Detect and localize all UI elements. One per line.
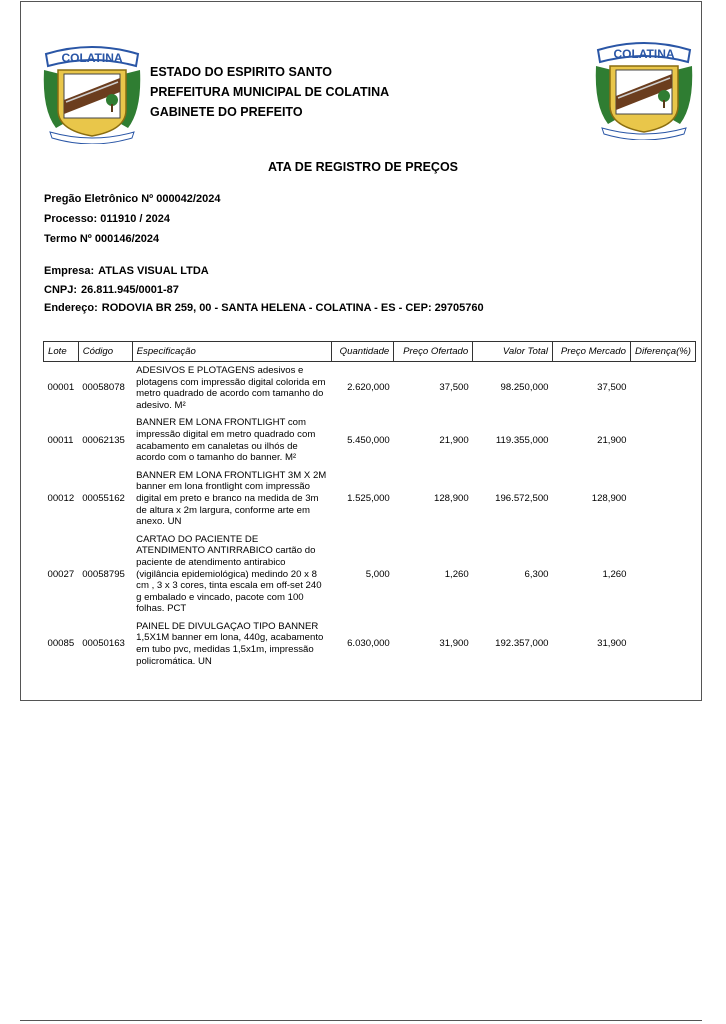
cell-codigo: 00058795 <box>82 568 125 580</box>
empresa-name: ATLAS VISUAL LTDA <box>98 265 209 277</box>
table-row <box>44 618 696 670</box>
cell-preco-ofertado: 1,260 <box>444 568 469 580</box>
org-gabinete: GABINETE DO PREFEITO <box>150 105 303 119</box>
cell-preco-mercado: 37,500 <box>597 382 627 394</box>
cell-especificacao: BANNER EM LONA FRONTLIGHT com impressão digital em metro quadrado com acabamento em canaletas ou ilhós de acordo com o tamanho do banner. M² <box>136 417 316 464</box>
cell-quantidade: 1.525,000 <box>347 492 390 504</box>
header-preco-ofertado: Preço Ofertado <box>394 342 473 362</box>
table-header-row <box>44 342 696 362</box>
cell-lote: 00085 <box>47 638 75 650</box>
cell-diferenca <box>630 362 695 415</box>
cell-codigo: 00058078 <box>82 382 125 394</box>
pregao-number: Pregão Eletrônico Nº 000042/2024 <box>44 193 221 205</box>
cell-valor-total: 196.572,500 <box>495 492 549 504</box>
header-preco-mercado: Preço Mercado <box>553 342 631 362</box>
cell-especificacao: CARTAO DO PACIENTE DE ATENDIMENTO ANTIRRABICO cartão do paciente de atendimento antirabico (vigilância epidemiológica) medindo 20 x 8 cm , 3 x 3 cores, tinta escala em off-set 240 g embalado e vincado, pacote com 100 folhas. PCT <box>136 533 322 615</box>
org-state: ESTADO DO ESPIRITO SANTO <box>150 65 332 79</box>
cell-especificacao: PAINEL DE DIVULGAÇAO TIPO BANNER 1,5X1M banner em lona, 440g, acabamento em tubo pvc, medidas 1,5x1m, impressão policromática. UN <box>136 620 324 667</box>
cnpj-line <box>44 284 179 296</box>
cell-lote: 00011 <box>47 434 74 446</box>
cell-quantidade: 2.620,000 <box>347 382 390 394</box>
header-especificacao: Especificação <box>132 342 332 362</box>
cell-quantidade: 5,000 <box>365 568 390 580</box>
table-row <box>44 531 696 618</box>
header-diferenca: Diferença(%) <box>630 342 695 362</box>
cell-valor-total: 6,300 <box>524 568 549 580</box>
cell-preco-mercado: 1,260 <box>602 568 627 580</box>
cell-valor-total: 192.357,000 <box>495 638 549 650</box>
cell-preco-ofertado: 21,900 <box>439 434 469 446</box>
empresa-line <box>44 265 209 277</box>
cell-preco-ofertado: 31,900 <box>439 638 469 650</box>
crest-banner-text-right: COLATINA <box>613 47 675 61</box>
cell-codigo: 00055162 <box>82 492 125 504</box>
cell-preco-mercado: 31,900 <box>597 638 627 650</box>
cell-diferenca <box>630 531 695 618</box>
cell-codigo: 00050163 <box>82 638 125 650</box>
cell-valor-total: 98.250,000 <box>500 382 549 394</box>
endereco-label: Endereço: <box>44 302 98 314</box>
endereco-value: RODOVIA BR 259, 00 - SANTA HELENA - COLATINA - ES - CEP: 29705760 <box>101 302 484 314</box>
cell-diferenca <box>630 467 695 531</box>
cnpj-label: CNPJ: <box>44 284 78 296</box>
org-prefeitura: PREFEITURA MUNICIPAL DE COLATINA <box>150 85 390 99</box>
items-table <box>43 341 696 670</box>
cell-lote: 00012 <box>47 492 75 504</box>
empresa-label: Empresa: <box>44 265 95 277</box>
page-footer-divider <box>20 1020 702 1021</box>
cell-valor-total: 119.355,000 <box>495 434 549 446</box>
termo-number: Termo Nº 000146/2024 <box>44 233 160 245</box>
cell-quantidade: 6.030,000 <box>347 638 390 650</box>
cell-preco-mercado: 21,900 <box>597 434 627 446</box>
cnpj-value: 26.811.945/0001-87 <box>81 284 179 296</box>
cell-preco-mercado: 128,900 <box>591 492 627 504</box>
cell-preco-ofertado: 37,500 <box>439 382 469 394</box>
cell-lote: 00027 <box>47 568 75 580</box>
cell-preco-ofertado: 128,900 <box>434 492 469 504</box>
document-title: ATA DE REGISTRO DE PREÇOS <box>267 160 459 174</box>
colatina-coat-of-arms <box>40 40 144 144</box>
cell-lote: 00001 <box>47 382 75 394</box>
table-row <box>44 414 696 466</box>
cell-codigo: 00062135 <box>82 434 125 446</box>
cell-diferenca <box>630 414 695 466</box>
colatina-coat-of-arms-right <box>592 36 696 140</box>
table-row <box>44 467 696 531</box>
cell-especificacao: BANNER EM LONA FRONTLIGHT 3M X 2M banner em lona frontlight com impressão digital em preto e branco na medida de 3m de altura x 2m largura, conforme arte em anexo. UN <box>136 469 327 528</box>
crest-banner-text: COLATINA <box>61 51 123 65</box>
cell-especificacao: ADESIVOS E PLOTAGENS adesivos e plotagens com impressão digital colorida em metro quadrado de acordo com tamanho do adesivo. M² <box>136 365 326 411</box>
table-row <box>44 362 696 415</box>
cell-diferenca <box>630 618 695 670</box>
header-codigo: Código <box>78 342 132 362</box>
organization-header <box>150 62 389 122</box>
cell-quantidade: 5.450,000 <box>347 434 390 446</box>
header-lote: Lote <box>44 342 79 362</box>
header-valor-total: Valor Total <box>473 342 553 362</box>
header-quantidade: Quantidade <box>332 342 394 362</box>
processo-number: Processo: 011910 / 2024 <box>44 213 170 225</box>
endereco-line <box>44 302 484 314</box>
